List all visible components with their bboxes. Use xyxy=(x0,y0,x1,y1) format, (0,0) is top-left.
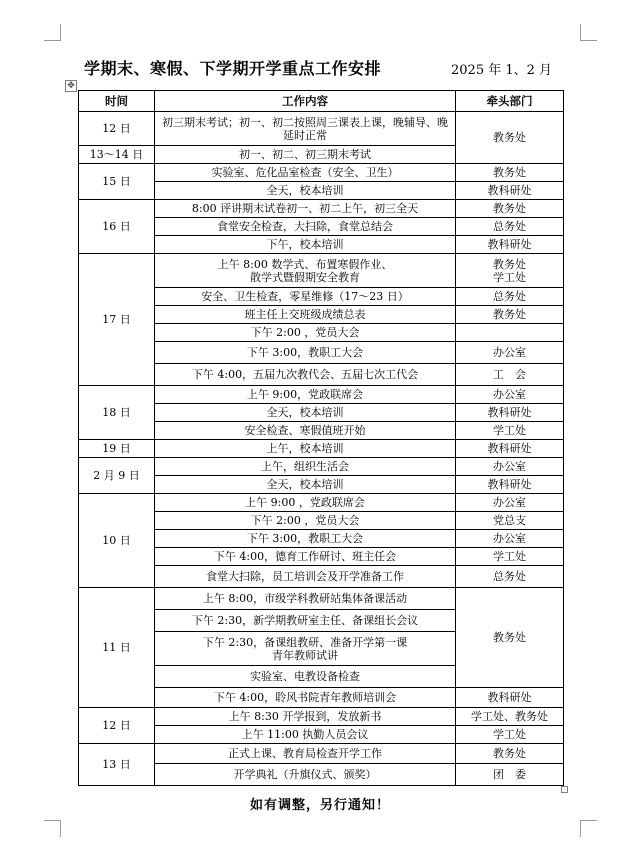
content-cell: 下午，校本培训 xyxy=(155,236,456,254)
content-cell: 安全检查、寒假值班开始 xyxy=(155,422,456,440)
content-cell: 全天，校本培训 xyxy=(155,404,456,422)
day-cell: 11 日 xyxy=(79,588,155,708)
content-cell: 下午 4:00，五届九次教代会、五届七次工代会 xyxy=(155,364,456,386)
content-cell: 全天，校本培训 xyxy=(155,182,456,200)
dept-cell: 总务处 xyxy=(456,566,564,588)
content-line: 散学式暨假期安全教育 xyxy=(250,270,360,284)
content-cell: 下午 4:00，聆风书院青年教师培训会 xyxy=(155,688,456,708)
content-cell xyxy=(155,632,456,666)
content-cell: 安全、卫生检查，零星维修（17～23 日） xyxy=(155,288,456,306)
content-cell: 上午 8:30 开学报到，发放新书 xyxy=(155,708,456,726)
content-cell: 食堂安全检查，大扫除，食堂总结会 xyxy=(155,218,456,236)
table-resize-handle[interactable] xyxy=(561,786,568,793)
table-row xyxy=(79,494,564,512)
content-cell: 下午 2:00 ，党员大会 xyxy=(155,324,456,342)
content-cell: 初三期末考试；初一、初二按照周三课表上课，晚辅导、晚延时正常 xyxy=(155,112,456,146)
dept-cell: 教务处 xyxy=(456,200,564,218)
dept-cell: 教科研处 xyxy=(456,440,564,458)
content-cell: 上午，组织生活会 xyxy=(155,458,456,476)
dept-cell xyxy=(456,254,564,288)
day-cell: 18 日 xyxy=(79,386,155,440)
day-cell: 12 日 xyxy=(79,708,155,744)
dept-cell: 总务处 xyxy=(456,218,564,236)
content-cell: 下午 3:00，教职工大会 xyxy=(155,342,456,364)
table-row xyxy=(79,708,564,726)
dept-cell: 总务处 xyxy=(456,288,564,306)
content-cell: 上午，校本培训 xyxy=(155,440,456,458)
dept-cell: 教科研处 xyxy=(456,688,564,708)
table-row xyxy=(79,588,564,610)
content-cell: 实验室、危化品室检查（安全、卫生） xyxy=(155,164,456,182)
content-cell: 班主任上交班级成绩总表 xyxy=(155,306,456,324)
day-cell: 12 日 xyxy=(79,112,155,146)
dept-cell: 教科研处 xyxy=(456,182,564,200)
document-title: 学期末、寒假、下学期开学重点工作安排 xyxy=(84,59,382,78)
dept-cell: 学工处 xyxy=(456,548,564,566)
content-cell: 下午 4:00，德育工作研讨、班主任会 xyxy=(155,548,456,566)
content-cell: 下午 2:00 ，党员大会 xyxy=(155,512,456,530)
dept-line: 学工处 xyxy=(493,270,526,284)
dept-cell: 教科研处 xyxy=(456,236,564,254)
dept-cell: 学工处 xyxy=(456,726,564,744)
dept-cell: 学工处 xyxy=(456,422,564,440)
dept-cell: 学工处、教务处 xyxy=(456,708,564,726)
content-cell: 食堂大扫除，员工培训会及开学准备工作 xyxy=(155,566,456,588)
table-row xyxy=(79,254,564,288)
content-cell: 上午 9:00，党政联席会 xyxy=(155,386,456,404)
day-cell: 2 月 9 日 xyxy=(79,458,155,494)
dept-cell: 办公室 xyxy=(456,342,564,364)
table-row xyxy=(79,386,564,404)
day-cell: 17 日 xyxy=(79,254,155,386)
table-row xyxy=(79,112,564,146)
dept-line: 教务处 xyxy=(493,257,526,271)
footer-note: 如有调整，另行通知！ xyxy=(249,798,390,813)
content-cell: 8:00 评讲期末试卷初一、初二上午，初三全天 xyxy=(155,200,456,218)
content-cell: 实验室、电教设备检查 xyxy=(155,666,456,688)
table-row xyxy=(79,744,564,764)
table-move-handle-icon[interactable]: ✥ xyxy=(65,80,77,92)
content-cell: 正式上课、教育局检查开学工作 xyxy=(155,744,456,764)
dept-cell: 教务处 xyxy=(456,112,564,164)
content-line: 下午 2:30，备课组教研、准备开学第一课 xyxy=(202,635,408,649)
dept-cell: 教务处 xyxy=(456,588,564,688)
table-row xyxy=(79,458,564,476)
content-cell: 全天，校本培训 xyxy=(155,476,456,494)
day-cell: 10 日 xyxy=(79,494,155,588)
dept-cell: 办公室 xyxy=(456,458,564,476)
dept-cell: 党总支 xyxy=(456,512,564,530)
table-row xyxy=(79,440,564,458)
dept-cell: 教务处 xyxy=(456,306,564,324)
table-header-row xyxy=(79,91,564,112)
page-corner-mark-top-left xyxy=(44,24,61,41)
page-corner-mark-top-right xyxy=(580,24,597,41)
content-cell: 上午 11:00 执勤人员会议 xyxy=(155,726,456,744)
day-cell: 15 日 xyxy=(79,164,155,200)
document-date: 2025 年 1、2 月 xyxy=(451,63,553,78)
dept-cell xyxy=(456,324,564,342)
dept-cell: 教务处 xyxy=(456,744,564,764)
content-cell: 开学典礼（升旗仪式、颁奖） xyxy=(155,764,456,786)
header-dept: 牵头部门 xyxy=(456,91,564,112)
day-cell: 19 日 xyxy=(79,440,155,458)
dept-cell: 办公室 xyxy=(456,386,564,404)
content-cell: 初一、初二、初三期末考试 xyxy=(155,146,456,164)
dept-cell: 教科研处 xyxy=(456,476,564,494)
content-line: 上午 8:00 数学式、布置寒假作业、 xyxy=(217,257,393,271)
page-corner-mark-bottom-left xyxy=(44,820,61,837)
dept-cell: 办公室 xyxy=(456,530,564,548)
header-time: 时间 xyxy=(79,91,155,112)
dept-cell: 团 委 xyxy=(456,764,564,786)
day-cell: 16 日 xyxy=(79,200,155,254)
day-cell: 13 日 xyxy=(79,744,155,786)
content-cell: 上午 9:00 ，党政联席会 xyxy=(155,494,456,512)
page-corner-mark-bottom-right xyxy=(580,820,597,837)
content-cell xyxy=(155,254,456,288)
schedule-table xyxy=(78,90,564,786)
dept-cell: 教科研处 xyxy=(456,404,564,422)
content-cell: 下午 2:30，新学期教研室主任、备课组长会议 xyxy=(155,610,456,632)
dept-cell: 教务处 xyxy=(456,164,564,182)
dept-cell: 工 会 xyxy=(456,364,564,386)
header-content: 工作内容 xyxy=(155,91,456,112)
content-line: 青年教师试讲 xyxy=(272,648,338,662)
day-cell: 13～14 日 xyxy=(79,146,155,164)
content-cell: 下午 3:00，教职工大会 xyxy=(155,530,456,548)
content-cell: 上午 8:00，市级学科教研站集体备课活动 xyxy=(155,588,456,610)
table-row xyxy=(79,164,564,182)
table-row xyxy=(79,200,564,218)
dept-cell: 办公室 xyxy=(456,494,564,512)
